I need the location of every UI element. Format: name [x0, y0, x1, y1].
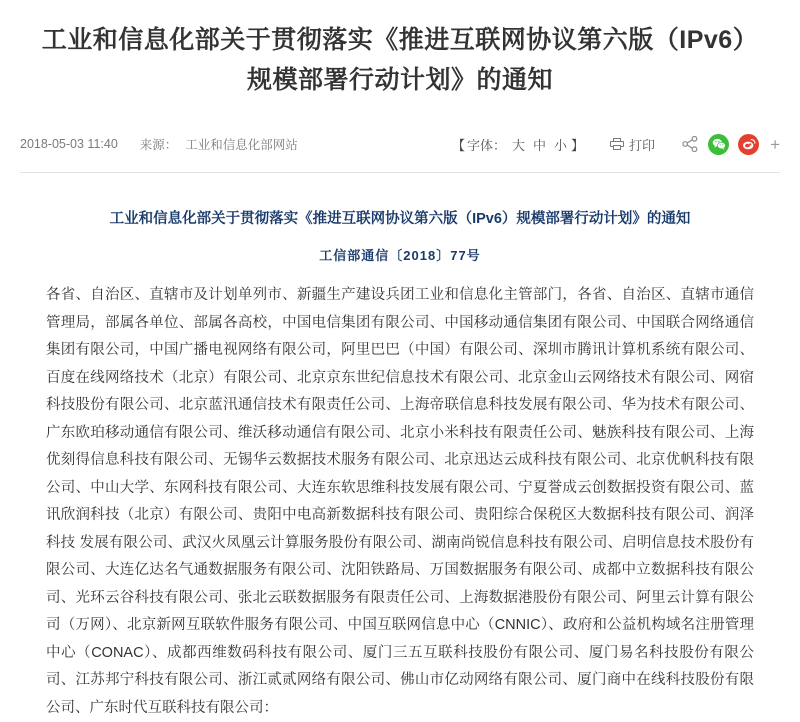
font-size-small[interactable]: 小 [554, 137, 568, 153]
document-title: 工业和信息化部关于贯彻落实《推进互联网协议第六版（IPv6）规模部署行动计划》的通知 [109, 211, 691, 227]
meta-left-group [20, 135, 298, 153]
document-number: 工信部通信〔2018〕77号 [319, 248, 481, 263]
title-container [0, 0, 800, 100]
article-content [0, 173, 800, 722]
font-size-control [452, 135, 584, 154]
print-label: 打印 [629, 137, 656, 153]
source-label: 来源： [139, 138, 178, 152]
bracket-right: 】 [571, 137, 585, 153]
weibo-icon[interactable] [738, 134, 759, 155]
page-title: 工业和信息化部关于贯彻落实《推进互联网协议第六版（IPv6）规模部署行动计划》的通知 [41, 26, 759, 94]
share-group [681, 134, 780, 155]
font-size-label: 字体： [466, 137, 506, 153]
publish-datetime: 2018-05-03 11:40 [20, 137, 118, 151]
font-size-large[interactable]: 大 [511, 137, 525, 153]
printer-icon [610, 138, 624, 150]
plus-icon[interactable]: + [770, 134, 780, 154]
article-paragraph: 各省、自治区、直辖市及计划单列市、新疆生产建设兵团工业和信息化主管部门，各省、自治区、直辖市通信管理局，部属各单位、部属各高校，中国电信集团有限公司、中国移动通信集团有限公司、中国联合网络通信集团有限公司，中国广播电视网络有限公司，阿里巴巴（中国）有限公司、深圳市腾讯计算机系统有限公司、百度在线网络技术（北京）有限公司、北京京东世纪信息技术有限公司、北京金山云网络技术有限公司、网宿科技股份有限公司、北京蓝汛通信技术有限责任公司、上海帝联信息科技发展有限公司、华为技术有限公司、广东欧珀移动通信有限公司、维沃移动通信有限公司、北京小米科技有限责任公司、魅族科技有限公司、上海优刻得信息科技有限公司、无锡华云数据技术服务有限公司、北京迅达云成科技有限公司、北京优帆科技有限公司、中山大学、东网科技有限公司、大连东软思维科技发展有限公司、宁夏誉成云创数据投资有限公司、蓝讯欣润科技（北京）有限公司、贵阳中电高新数据科技有限公司、贵阳综合保税区大数据科技有限公司、润泽科技 发展有限公司、武汉火凤凰云计算服务股份有限公司、湖南尚锐信息科技有限公司、启明信息技术股份有限公司、大连亿达名气通数据服务有限公司、沈阳铁路局、万国数据服务有限公司、成都中立数据科技有限公司、光环云谷科技有限公司、张北云联数据服务有限责任公司、上海数据港股份有限公司、阿里云计算有限公司（万网）、北京新网互联软件服务有限公司、中国互联网信息中心（CNNIC）、政府和公益机构域名注册管理中心（CONAC）、成都西维数码科技有限公司、厦门三五互联科技股份有限公司、厦门易名科技股份有限公司、江苏邦宁科技有限公司、浙江贰贰网络有限公司、佛山市亿动网络有限公司、厦门商中在线科技股份有限公司、广东时代互联科技有限公司： [46, 287, 754, 716]
source-value: 工业和信息化部网站 [185, 138, 298, 152]
share-icon[interactable] [681, 135, 699, 153]
bracket-left: 【 [451, 137, 465, 153]
print-button[interactable] [610, 135, 655, 154]
meta-bar [20, 124, 780, 173]
font-size-medium[interactable]: 中 [533, 137, 547, 153]
wechat-icon[interactable] [708, 134, 729, 155]
meta-right-group [452, 134, 780, 155]
